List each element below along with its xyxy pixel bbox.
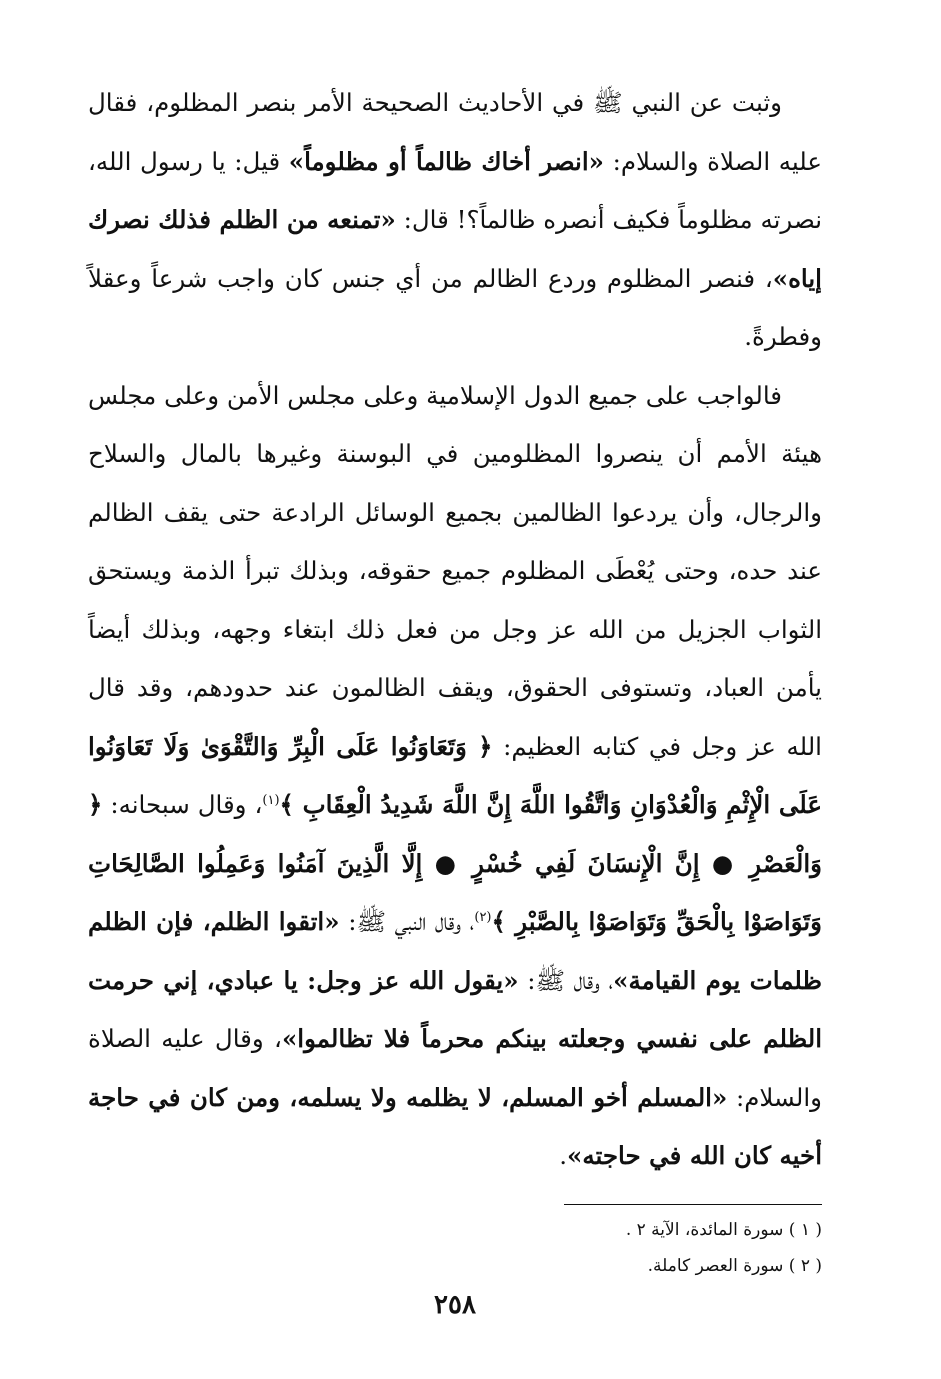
hadith-quote-5: «المسلم أخو المسلم، لا يظلمه ولا يسلمه، ومن كان في حاجة أخيه كان الله في حاجته»: [88, 1082, 822, 1170]
hadith-quote-4: «يقول الله عز وجل: يا عبادي، إني حرمت الظلم على نفسي وجعلته بينكم محرماً فلا تظالموا»: [88, 965, 822, 1053]
paragraph-1: [88, 74, 822, 367]
page-body: [88, 74, 822, 1374]
page-number: ٢٥٨: [434, 1290, 476, 1320]
hadith-quote-2: «تمنعه من الظلم فذلك نصرك إياه»: [88, 205, 822, 293]
footnote-divider: [564, 1204, 822, 1205]
paragraph-1-text-1: وثبت عن النبي ﷺ في الأحاديث الصحيحة الأمر بنصر المظلوم، فقال عليه الصلاة والسلام:: [88, 88, 822, 176]
paragraph-2-text-3: ، وقال النبي ﷺ:: [339, 907, 475, 936]
paragraph-1-text-3: ، فنصر المظلوم وردع الظالم من أي جنس كان واجب شرعاً وعقلاً وفطرةً.: [88, 263, 822, 351]
paragraph-2: [88, 367, 822, 1186]
hadith-quote-1: «انصر أخاك ظالماً أو مظلوماً»: [288, 146, 604, 176]
paragraph-2-text-2: ، وقال سبحانه:: [102, 790, 263, 819]
paragraph-2-text-5: ، وقال عليه الصلاة والسلام:: [88, 1024, 822, 1112]
footnotes: [88, 1212, 822, 1284]
quran-verse-asr: ﴿ وَالْعَصْرِ ● إِنَّ الْإِنسَانَ لَفِي خُسْرٍ ● إِلَّا الَّذِينَ آمَنُوا وَعَمِلُوا الصَّالِحَاتِ وَتَوَاصَوْا بِالْحَقِّ وَتَوَاصَوْا بِالصَّبْرِ ﴾: [88, 790, 822, 936]
paragraph-2-text-1: فالواجب على جميع الدول الإسلامية وعلى مجلس الأمن وعلى مجلس هيئة الأمم أن ينصروا المظلومين في البوسنة وغيرها بالمال والسلاح والرجال، وأن يردعوا الظالمين بجميع الوسائل الرادعة حتى يقف الظالم عند حده، وحتى يُعْطَى المظلوم جميع حقوقه، وبذلك تبرأ الذمة ويستحق الثواب الجزيل من الله عز وجل من فعل ذلك ابتغاء وجهه، وبذلك أيضاً يأمن العباد، وتستوفى الحقوق، ويقف الظالمون عند حدودهم، وقد قال الله عز وجل في كتابه العظيم:: [88, 380, 822, 761]
footnote-ref-2: (٢): [474, 909, 492, 925]
paragraph-2-text-4: ، وقال ﷺ:: [518, 965, 614, 995]
footnote-1: ( ١ ) سورة المائدة، الآية ٢ .: [625, 1220, 822, 1240]
footnote-2: ( ٢ ) سورة العصر كاملة.: [647, 1256, 822, 1276]
quran-verse-maidah: ﴿ وَتَعَاوَنُوا عَلَى الْبِرِّ وَالتَّقْوَىٰ وَلَا تَعَاوَنُوا عَلَى الْإِثْمِ وَالْعُدْوَانِ وَاتَّقُوا اللَّهَ إِنَّ اللَّهَ شَدِيدُ الْعِقَابِ ﴾: [88, 731, 822, 819]
footnote-ref-1: (١): [262, 792, 280, 808]
paragraph-2-text-6: .: [559, 1141, 568, 1170]
hadith-quote-3: «اتقوا الظلم، فإن الظلم ظلمات يوم القيامة»: [88, 907, 822, 995]
paragraph-1-text-2: قيل: يا رسول الله، نصرته مظلوماً فكيف أنصره ظالماً؟! قال:: [88, 146, 823, 234]
